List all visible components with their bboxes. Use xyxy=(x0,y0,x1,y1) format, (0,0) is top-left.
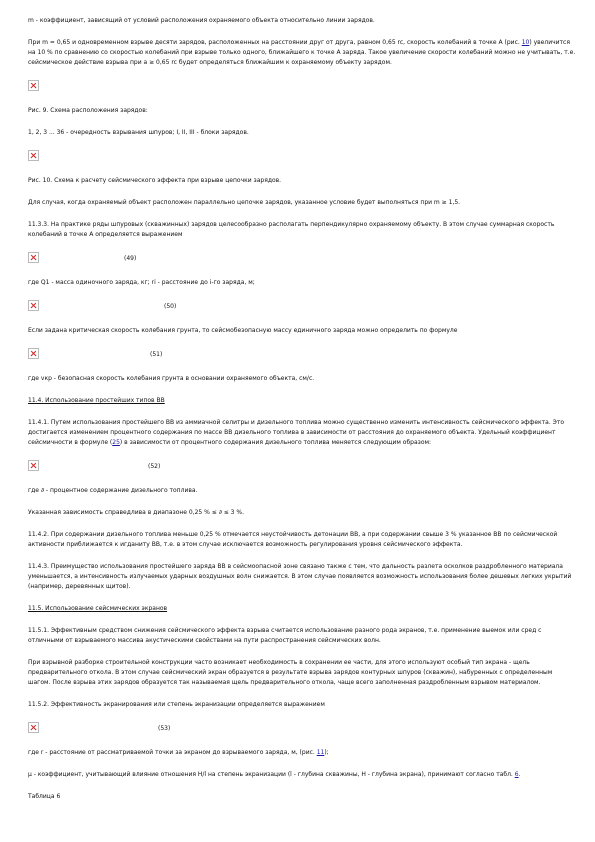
broken-image-icon xyxy=(28,460,39,471)
paragraph-text: ) в зависимости от процентного содержания дизельного топлива меняется следующим образом: xyxy=(119,439,432,446)
formula-25-link[interactable]: 25 xyxy=(112,439,120,446)
table-6-link[interactable]: 6 xyxy=(514,771,519,778)
paragraph-11-4-3: 11.4.3. Преимущество использования простейшего заряда ВВ в сейсмоопасной зоне связано также с тем, что дальность разлета осколков раздробленного материала уменьшается, а интенсивность излучаемых ударных воздушных волн снижается. В этом случае появляется возможность использования более дешевых легких укрытий (например, деревянных щитов). xyxy=(28,563,572,590)
paragraph-11-5-2: 11.5.2. Эффективность экранирования или степень экранизации определяется выражением xyxy=(28,701,325,708)
paragraph-text: При m = 0,65 и одновременном взрыве десяти зарядов, расположенных на расстоянии друг от друга, равном 0,65 rc, скорость колебаний в точке А (рис. xyxy=(28,39,522,46)
paragraph-mu xyxy=(28,770,576,780)
paragraph-m-coefficient: m - коэффициент, зависящий от условий расположения охраняемого объекта относительно линии зарядов. xyxy=(28,17,375,24)
paragraph-vkr: где vкр - безопасная скорость колебания грунта в основании охраняемого объекта, см/с. xyxy=(28,375,315,382)
paragraph-text: 11.4.1. Путем использования простейшего ВВ из аммиачной селитры и дизельного топлива можно существенно изменить интенсивность сейсмического эффекта. Это достигается изменением процентного содержания по массе ВВ дизельного топлива в зависимости от расстояния до охраняемого объекта. Удельный коэффициент сейсмичности в формуле ( xyxy=(28,419,564,446)
paragraph-parallel: Для случая, когда охраняемый объект расположен параллельно цепочке зарядов, указанное условие будет выполняться при m ≥ 1,5. xyxy=(28,199,461,206)
equation-number: (49) xyxy=(124,255,137,262)
document-page xyxy=(28,16,576,814)
table-6-title: Таблица 6 xyxy=(28,793,61,800)
paragraph-text: . xyxy=(518,771,521,778)
paragraph-text: где r - расстояние от рассматриваемой точки за экраном до взрываемого заряда, м, (рис. xyxy=(28,749,317,756)
equation-number: (50) xyxy=(164,303,177,310)
paragraph-m065 xyxy=(28,38,576,68)
paragraph-11-5-1: 11.5.1. Эффективным средством снижения сейсмического эффекта взрыва считается использование разного рода экранов, т.е. применение выемок или сред с отличными от взрываемого массива акустическими свойствами на пути распространения сейсмических волн. xyxy=(28,627,542,644)
equation-53 xyxy=(28,722,576,736)
figure-11-link[interactable]: 11 xyxy=(316,749,325,756)
equation-51 xyxy=(28,348,576,362)
paragraph-q1: где Q1 - масса одиночного заряда, кг; ri - расстояние до i-го заряда, м; xyxy=(28,279,255,286)
figure-10-caption: Рис. 10. Схема к расчету сейсмического эффекта при взрыве цепочки зарядов. xyxy=(28,177,282,184)
figure-9-legend: 1, 2, 3 ... 36 - очередность взрывания шпуров; I, II, III - блоки зарядов. xyxy=(28,129,249,136)
paragraph-11-3-3: 11.3.3. На практике ряды шпуровых (скважинных) зарядов целесообразно располагать перпендикулярно охраняемому объекту. В этом случае суммарная скорость колебаний в точке А определяется выражением xyxy=(28,221,555,238)
paragraph-text: ) увеличится на 10 % по сравнению со скоростью колебаний при взрыве только одного, ближайшего к точке А заряда. Такое увеличение скорости колебаний можно не учитывать, т.е. сейсмическое действие взрыва при a ≥ 0,65 rc будет определяться ближайшим к охраняемому объекту зарядом. xyxy=(28,39,576,66)
paragraph-r xyxy=(28,748,576,758)
paragraph-range: Указанная зависимость справедлива в диапазоне 0,25 % ≤ ∂ ≤ 3 %. xyxy=(28,509,244,516)
equation-number: (51) xyxy=(150,351,163,358)
equation-49 xyxy=(28,252,576,266)
equation-50 xyxy=(28,300,576,314)
equation-number: (52) xyxy=(148,463,161,470)
equation-number: (53) xyxy=(158,725,171,732)
figure-10-link[interactable]: 10 xyxy=(521,39,530,46)
paragraph-11-4-1 xyxy=(28,418,576,448)
paragraph-diesel: где ∂ - процентное содержание дизельного топлива. xyxy=(28,487,198,494)
paragraph-11-4-2: 11.4.2. При содержании дизельного топлива меньше 0,25 % отмечается неустойчивость детонации ВВ, а при содержании свыше 3 % указанное ВВ по сейсмической активности приближается к игданиту ВВ, т.е. в этом случае исключается возможность регулирования уровня сейсмического эффекта. xyxy=(28,531,558,548)
figure-9-caption: Рис. 9. Схема расположения зарядов: xyxy=(28,107,148,114)
figure-9-image xyxy=(28,80,576,94)
paragraph-preliminary-split: При взрывной разборке строительной конструкции часто возникает необходимость в сохранении ее части, для этого используют особый тип экрана - щель предварительного откола. В этом случае сейсмический экран образуется в результате взрыва зарядов контурных шпуров (скважин), набуренных с определенным шагом. После взрыва этих зарядов образуется так называемая щель предварительного откола, чаще всего заполненная раздробленным взрывом материалом. xyxy=(28,659,553,686)
equation-52 xyxy=(28,460,576,474)
broken-image-icon xyxy=(28,300,39,311)
broken-image-icon xyxy=(28,150,39,161)
paragraph-critical: Если задана критическая скорость колебания грунта, то сейсмобезопасную массу единичного заряда можно определить по формуле xyxy=(28,327,458,334)
section-heading-11-5: 11.5. Использование сейсмических экранов xyxy=(28,605,168,612)
broken-image-icon xyxy=(28,348,39,359)
figure-10-image xyxy=(28,150,576,164)
paragraph-text: μ - коэффициент, учитывающий влияние отношения H/l на степень экранизации (l - глубина скважины, H - глубина экрана), принимают согласно табл. xyxy=(28,771,515,778)
section-heading-11-4: 11.4. Использование простейших типов ВВ xyxy=(28,397,165,404)
broken-image-icon xyxy=(28,80,39,91)
broken-image-icon xyxy=(28,252,39,263)
broken-image-icon xyxy=(28,722,39,733)
paragraph-text: ); xyxy=(324,749,329,756)
